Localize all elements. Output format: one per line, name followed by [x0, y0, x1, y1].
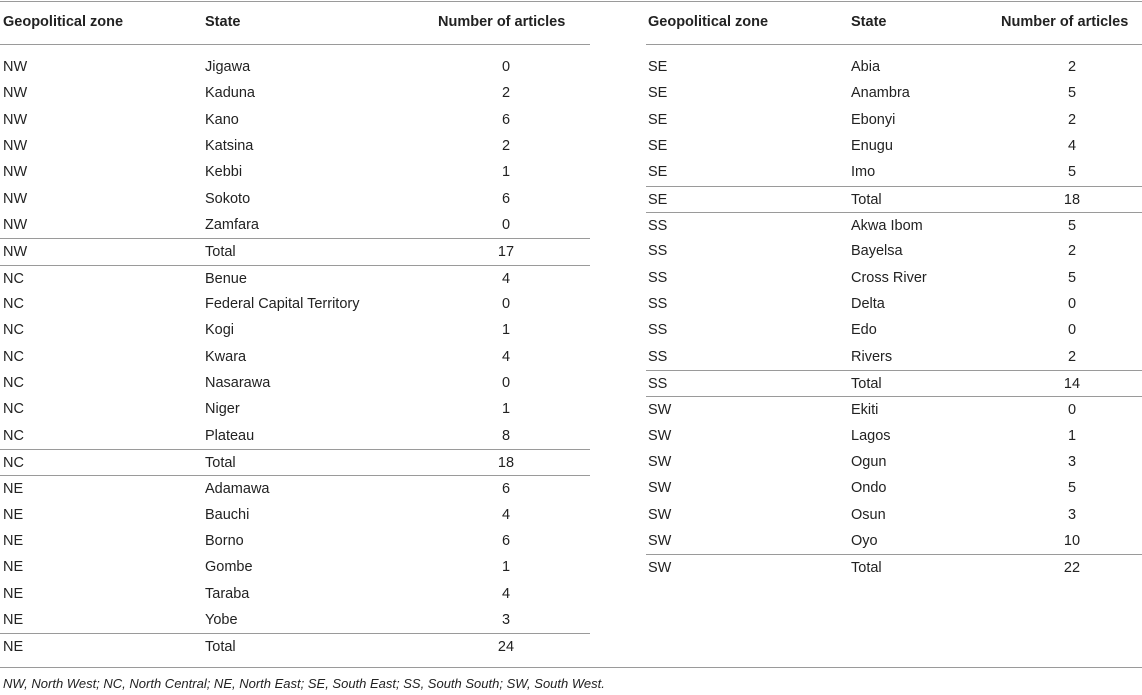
articles-cell: 0: [501, 216, 511, 233]
header-zone: Geopolitical zone: [3, 14, 124, 30]
table-row: [646, 291, 1142, 317]
table-row: [0, 159, 590, 185]
articles-cell: 6: [501, 190, 511, 207]
table-row: [646, 528, 1142, 554]
left-rows: [0, 54, 590, 660]
header-articles: Number of articles: [1001, 14, 1129, 30]
articles-cell: 5: [1067, 269, 1077, 286]
table-row: [646, 449, 1142, 475]
articles-cell: 1: [501, 559, 511, 576]
table-row: [0, 344, 590, 370]
state-cell: Katsina: [205, 137, 254, 154]
state-cell: Borno: [205, 532, 244, 549]
table-row: [0, 212, 590, 238]
state-cell: Ebonyi: [851, 111, 896, 128]
state-cell: Osun: [851, 506, 886, 523]
articles-cell: 0: [501, 374, 511, 391]
articles-cell: 0: [1067, 322, 1077, 339]
articles-cell: 2: [1067, 243, 1077, 260]
zone-cell: NW: [3, 59, 28, 75]
articles-cell: 6: [501, 111, 511, 128]
zone-cell: SW: [648, 532, 672, 549]
zone-cell: NW: [3, 111, 28, 128]
table-row: [0, 581, 590, 607]
table-top-rule: [0, 1, 1142, 2]
state-cell: Ogun: [851, 453, 887, 470]
articles-cell: 24: [497, 639, 515, 656]
articles-cell: 2: [501, 137, 511, 154]
zone-cell: SE: [648, 59, 668, 75]
articles-cell: 1: [501, 322, 511, 339]
articles-cell: 2: [1067, 111, 1077, 128]
zone-cell: NW: [3, 190, 28, 207]
zone-cell: SE: [648, 191, 668, 208]
table-row: [646, 238, 1142, 264]
zone-cell: NW: [3, 85, 28, 102]
table-row: [646, 54, 1142, 80]
state-cell: Lagos: [851, 427, 891, 444]
state-cell: Total: [851, 560, 882, 577]
table-row: [646, 475, 1142, 501]
zone-cell: NW: [3, 216, 28, 233]
table-row: [0, 633, 590, 659]
state-cell: Kogi: [205, 322, 235, 339]
articles-cell: 3: [1067, 453, 1077, 470]
zone-cell: SE: [648, 137, 668, 154]
zone-cell: SS: [648, 295, 668, 312]
articles-cell: 5: [1067, 164, 1077, 181]
zone-cell: NW: [3, 164, 28, 181]
table-row: [0, 80, 590, 106]
state-cell: Ekiti: [851, 402, 879, 419]
table-row: [646, 396, 1142, 422]
table-row: [646, 133, 1142, 159]
articles-cell: 5: [1067, 480, 1077, 497]
zone-cell: NC: [3, 454, 24, 471]
articles-cell: 4: [501, 270, 511, 287]
table-row: [0, 370, 590, 396]
articles-cell: 3: [501, 611, 511, 628]
articles-cell: 18: [497, 454, 515, 471]
state-cell: Delta: [851, 295, 885, 312]
state-cell: Ondo: [851, 480, 887, 497]
table-row: [0, 186, 590, 212]
zone-cell: SS: [648, 217, 668, 234]
table-row: [646, 502, 1142, 528]
right-header-rule: [646, 44, 1142, 45]
zone-cell: NC: [3, 374, 24, 391]
table-row: [0, 554, 590, 580]
state-cell: Gombe: [205, 559, 253, 576]
state-cell: Kebbi: [205, 164, 243, 181]
header-articles: Number of articles: [438, 14, 566, 30]
header-zone: Geopolitical zone: [648, 14, 769, 30]
zone-cell: SS: [648, 375, 668, 392]
table-row: [0, 502, 590, 528]
table-row: [646, 80, 1142, 106]
table-row: [646, 317, 1142, 343]
state-cell: Cross River: [851, 269, 927, 286]
state-cell: Adamawa: [205, 481, 270, 498]
articles-cell: 0: [1067, 402, 1077, 419]
state-cell: Akwa Ibom: [851, 217, 923, 234]
table-row: [0, 607, 590, 633]
articles-cell: 4: [501, 506, 511, 523]
table-row: [646, 186, 1142, 212]
articles-cell: 0: [501, 59, 511, 75]
state-cell: Kano: [205, 111, 239, 128]
articles-cell: 17: [497, 244, 515, 261]
zone-cell: NC: [3, 401, 24, 418]
state-cell: Jigawa: [205, 59, 251, 75]
table-row: [0, 238, 590, 264]
zone-cell: SE: [648, 164, 668, 181]
zone-cell: SS: [648, 243, 668, 260]
table-row: [646, 423, 1142, 449]
table-row: [0, 54, 590, 80]
articles-cell: 8: [501, 427, 511, 444]
articles-cell: 4: [501, 348, 511, 365]
state-cell: Total: [205, 454, 236, 471]
table-row: [646, 159, 1142, 185]
articles-cell: 5: [1067, 85, 1077, 102]
articles-cell: 2: [1067, 348, 1077, 365]
articles-cell: 1: [501, 401, 511, 418]
state-cell: Kwara: [205, 348, 247, 365]
zone-cell: NC: [3, 427, 24, 444]
state-cell: Abia: [851, 59, 881, 75]
table-row: [646, 212, 1142, 238]
state-cell: Federal Capital Territory: [205, 295, 360, 312]
zone-cell: SW: [648, 453, 672, 470]
articles-cell: 14: [1063, 375, 1081, 392]
table-row: [646, 265, 1142, 291]
state-cell: Benue: [205, 270, 247, 287]
articles-cell: 0: [1067, 295, 1077, 312]
table-bottom-rule: [0, 667, 1142, 668]
left-header-rule: [0, 44, 590, 45]
state-cell: Plateau: [205, 427, 255, 444]
right-rows: [646, 54, 1142, 581]
zone-cell: SE: [648, 111, 668, 128]
zone-cell: NW: [3, 244, 28, 261]
zone-cell: SW: [648, 480, 672, 497]
articles-cell: 22: [1063, 560, 1081, 577]
zone-cell: SW: [648, 506, 672, 523]
state-cell: Total: [205, 244, 236, 261]
articles-cell: 6: [501, 532, 511, 549]
state-cell: Enugu: [851, 137, 893, 154]
state-cell: Total: [205, 639, 236, 656]
state-cell: Anambra: [851, 85, 910, 102]
zone-cell: NW: [3, 137, 28, 154]
state-cell: Yobe: [205, 611, 238, 628]
table-row: [646, 107, 1142, 133]
zone-cell: NC: [3, 322, 24, 339]
state-cell: Imo: [851, 164, 876, 181]
zone-cell: SW: [648, 402, 672, 419]
zone-cell: NE: [3, 481, 24, 498]
zone-cell: SS: [648, 322, 668, 339]
table-row: [0, 475, 590, 501]
articles-cell: 1: [1067, 427, 1077, 444]
state-cell: Nasarawa: [205, 374, 271, 391]
articles-cell: 5: [1067, 217, 1077, 234]
articles-cell: 18: [1063, 191, 1081, 208]
table-row: [0, 396, 590, 422]
zone-cell: NE: [3, 532, 24, 549]
articles-cell: 0: [501, 295, 511, 312]
table-row: [646, 344, 1142, 370]
table-row: [0, 133, 590, 159]
state-cell: Total: [851, 375, 882, 392]
zone-cell: SS: [648, 348, 668, 365]
zone-cell: NE: [3, 506, 24, 523]
table-row: [0, 449, 590, 475]
table-row: [646, 370, 1142, 396]
state-cell: Taraba: [205, 585, 250, 602]
zone-cell: SW: [648, 427, 672, 444]
zone-cell: SW: [648, 560, 672, 577]
state-cell: Total: [851, 191, 882, 208]
state-cell: Zamfara: [205, 216, 259, 233]
state-cell: Oyo: [851, 532, 878, 549]
articles-cell: 3: [1067, 506, 1077, 523]
zone-cell: NE: [3, 559, 24, 576]
state-cell: Edo: [851, 322, 877, 339]
table-row: [0, 265, 590, 291]
articles-cell: 10: [1063, 532, 1081, 549]
state-cell: Bayelsa: [851, 243, 903, 260]
articles-cell: 2: [501, 85, 511, 102]
state-cell: Kaduna: [205, 85, 255, 102]
table-row: [0, 528, 590, 554]
zone-cell: NE: [3, 585, 24, 602]
articles-cell: 1: [501, 164, 511, 181]
header-state: State: [851, 14, 887, 30]
zone-cell: SS: [648, 269, 668, 286]
articles-cell: 6: [501, 481, 511, 498]
table-row: [0, 107, 590, 133]
zone-cell: NC: [3, 295, 24, 312]
state-cell: Sokoto: [205, 190, 251, 207]
zone-cell: SE: [648, 85, 668, 102]
state-cell: Niger: [205, 401, 240, 418]
zone-cell: NC: [3, 270, 24, 287]
zone-cell: NE: [3, 611, 24, 628]
zone-cell: NC: [3, 348, 24, 365]
header-state: State: [205, 14, 241, 30]
table-row: [0, 317, 590, 343]
zone-cell: NE: [3, 639, 24, 656]
state-cell: Bauchi: [205, 506, 250, 523]
table-row: [0, 423, 590, 449]
state-cell: Rivers: [851, 348, 893, 365]
articles-cell: 4: [501, 585, 511, 602]
table-row: [646, 554, 1142, 580]
articles-cell: 4: [1067, 137, 1077, 154]
articles-cell: 2: [1067, 59, 1077, 75]
footnote: NW, North West; NC, North Central; NE, North East; SE, South East; SS, South South; SW, South West.: [3, 676, 605, 691]
table-row: [0, 291, 590, 317]
